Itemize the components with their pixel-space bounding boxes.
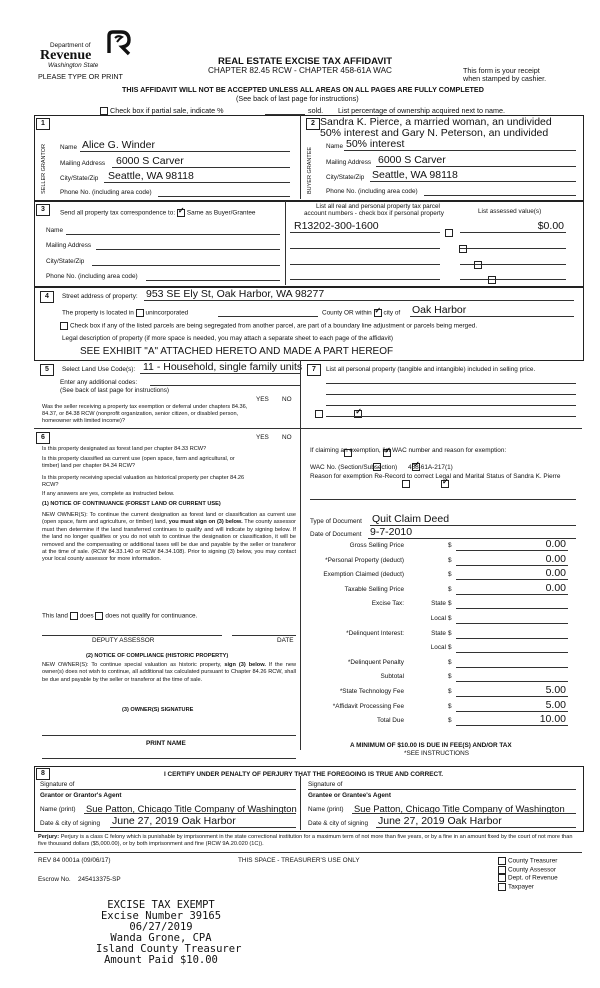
- dept-line1: Department of: [50, 42, 91, 49]
- sec3-phone-label: Phone No. (including area code): [46, 273, 138, 280]
- city-checkbox[interactable]: [374, 309, 382, 317]
- fee-row-jurisdiction: State: [431, 600, 446, 608]
- copy-checkbox[interactable]: [498, 866, 506, 874]
- escrow-label: Escrow No.: [38, 876, 71, 883]
- perjury-notice: Perjury: Perjury is a class C felony which is punishable by imprisonment in the state correctional institution for a maximum term of not more than five years, or by a fine in an amount fixed by the court of not more than five thousand dollars ($5,000.00), or by both imprisonment and fine (RCW 9A.20.020 (1C)).: [38, 834, 573, 847]
- fee-row-value[interactable]: 0.00: [545, 538, 566, 550]
- copy-checkbox[interactable]: [498, 874, 506, 882]
- stamp-line: EXCISE TAX EXEMPT: [107, 899, 215, 911]
- seller-city-label: City/State/Zip: [60, 175, 99, 182]
- fee-row-label: Taxable Selling Price: [344, 585, 404, 593]
- fee-row-jurisdiction: State: [431, 629, 446, 637]
- grantor-agent-label: Grantor or Grantor's Agent: [40, 792, 122, 799]
- copy-county-assessor: County Assessor: [498, 866, 556, 874]
- sec6-yes-header: YES: [256, 434, 269, 441]
- buyer-name-line2[interactable]: 50% interest and Gary N. Peterson, an undivided: [320, 127, 549, 139]
- assessed-header: List assessed value(s): [478, 208, 542, 215]
- additional-codes-label: Enter any additional codes:: [60, 379, 138, 386]
- grantee-agent-label: Grantee or Grantee's Agent: [308, 792, 391, 799]
- sec3-name-label: Name: [46, 227, 64, 234]
- unincorporated-checkbox[interactable]: [136, 309, 144, 317]
- section-7-number: 7: [307, 364, 321, 376]
- fee-row-label: *Delinquent Interest:: [346, 629, 404, 637]
- fee-row-dollar: $: [448, 629, 452, 637]
- fee-row-label: Gross Selling Price: [349, 542, 404, 549]
- section-1-number: 1: [36, 118, 50, 130]
- grantee-name-label: Name (print): [308, 806, 344, 813]
- street-label: Street address of property:: [62, 293, 138, 300]
- chapter-line: CHAPTER 82.45 RCW - CHAPTER 458-61A WAC: [208, 66, 392, 75]
- grantee-name[interactable]: Sue Patton, Chicago Title Company of Washington: [354, 803, 565, 814]
- exempt-stamp-text: [96, 899, 242, 966]
- buyer-name-line3[interactable]: 50% interest: [346, 138, 405, 150]
- buyer-side-label: BUYER GRANTEE: [307, 146, 313, 194]
- doc-type[interactable]: Quit Claim Deed: [372, 513, 450, 525]
- fee-row-value[interactable]: 5.00: [545, 684, 566, 696]
- buyer-name-line1[interactable]: Sandra K. Pierce, a married woman, an undivided: [320, 116, 552, 128]
- same-as-buyer-checkbox[interactable]: [177, 209, 185, 217]
- copy-dept-of-revenue: Dept. of Revenue: [498, 874, 558, 882]
- sec3-city-label: City/State/Zip: [46, 258, 85, 265]
- fee-row-dollar: $: [448, 717, 452, 725]
- seller-mailing-label: Mailing Address: [60, 160, 106, 167]
- fee-row-dollar: $: [448, 600, 452, 608]
- fee-row-dollar: $: [448, 658, 452, 666]
- grantee-date-city[interactable]: June 27, 2019 Oak Harbor: [378, 815, 502, 827]
- copy-taxpayer: Taxpayer: [498, 883, 534, 891]
- fee-row-dollar: $: [448, 644, 452, 652]
- sec5-question: Was the seller receiving a property tax exemption or deferral under chapters 84.36, 84.37, or 84.38 RCW (nonprofit organization, senior citizen, or disabled person, homeowner with limited income)?: [42, 404, 248, 424]
- buyer-city[interactable]: Seattle, WA 98118: [372, 169, 458, 181]
- stamp-line: Excise Number 39165: [100, 910, 222, 922]
- fee-row-label: Subtotal: [380, 673, 404, 681]
- seller-city[interactable]: Seattle, WA 98118: [108, 170, 194, 182]
- page-title: REAL ESTATE EXCISE TAX AFFIDAVIT: [218, 56, 393, 67]
- legal-description[interactable]: SEE EXHIBIT "A" ATTACHED HERETO AND MADE A PART HEREOF: [80, 346, 394, 357]
- deputy-date-label: DATE: [277, 637, 294, 644]
- fee-row-label: *Personal Property (deduct): [325, 556, 404, 564]
- list-pct: List percentage of ownership acquired next to name.: [338, 106, 506, 115]
- does-not-checkbox[interactable]: [95, 612, 103, 620]
- seller-mailing[interactable]: 6000 S Carver: [116, 155, 184, 167]
- dept-line2: Revenue: [40, 48, 92, 63]
- county-or-within: County OR within ✓ city of: [322, 309, 400, 317]
- fee-row-label: *Affidavit Processing Fee: [332, 702, 404, 710]
- owner-signature-label: (3) OWNER(S) SIGNATURE: [122, 707, 194, 713]
- personal-property-label: List all personal property (tangible and intangible) included in selling price.: [326, 366, 536, 373]
- does-checkbox[interactable]: [70, 612, 78, 620]
- sec3-mailing-label: Mailing Address: [46, 242, 92, 249]
- fee-row-jurisdiction: Local: [430, 644, 446, 652]
- partial-sale: Check box if partial sale, indicate %: [100, 106, 223, 115]
- fee-row-label: *State Technology Fee: [339, 688, 404, 695]
- minimum-due-note: A MINIMUM OF $10.00 IS DUE IN FEE(S) AND/OR TAX: [350, 742, 512, 749]
- sec6-question-2: Is this property classified as current use (open space, farm and agricultural, or timber) land per chapter 84.34 RCW?: [42, 456, 235, 469]
- sec5-yes-header: YES: [256, 396, 269, 403]
- land-use-label: Select Land Use Code(s):: [62, 366, 136, 373]
- section-8-number: 8: [36, 768, 50, 780]
- personal-property-checkbox-1[interactable]: [445, 229, 453, 237]
- this-land-line: This land does does not qualify for continuance.: [42, 612, 198, 620]
- segregated-text: Check box if any of the listed parcels are being segregated from another parcel, are part of a boundary line adjustment or parcels being merged.: [60, 322, 477, 330]
- fee-row-dollar: $: [448, 615, 452, 622]
- sec5-yes-checkbox[interactable]: [315, 410, 323, 418]
- print-name-label: PRINT NAME: [146, 740, 186, 747]
- personal-property-checkbox-2[interactable]: [459, 245, 467, 253]
- see-back: (See back of last page for instructions): [236, 94, 359, 103]
- stamp-line: Amount Paid $10.00: [104, 954, 218, 966]
- wac-number[interactable]: 458-61A-217(1): [408, 464, 453, 471]
- section-2-number: 2: [306, 118, 320, 130]
- notice2-text: NEW OWNER(S): To continue special valuation as historic property, sign (3) below. If the new owner(s) does not wish to continue, all additional tax calculated pursuant to Chapter 84.26 RCW, shall be due and payable by the seller or transferor at the time of sale.: [42, 662, 296, 683]
- stamp-line: 06/27/2019: [129, 921, 193, 933]
- fee-row-label: *Delinquent Penalty: [347, 658, 404, 666]
- deputy-assessor-label: DEPUTY ASSESSOR: [92, 637, 155, 644]
- stamp-line: Wanda Grone, CPA: [110, 932, 212, 944]
- partial-sale-checkbox[interactable]: [100, 107, 108, 115]
- fee-row-label: Excise Tax:: [371, 600, 404, 608]
- sec6-no-header: NO: [282, 434, 292, 441]
- sec5-see-back: (See back of last page for instructions): [60, 387, 170, 394]
- notice1-title: (1) NOTICE OF CONTINUANCE (FOREST LAND OR CURRENT USE): [42, 501, 221, 507]
- fee-row-value[interactable]: 0.00: [545, 581, 566, 594]
- fee-row-label: Total Due: [377, 717, 404, 725]
- buyer-name-label: Name: [326, 143, 344, 150]
- located-in: The property is located in unincorporated: [62, 309, 189, 317]
- doc-date-label: Date of Document: [310, 531, 362, 538]
- exemption-claiming-label: If claiming an exemption, list WAC number and reason for exemption:: [310, 447, 507, 454]
- parcel-header2: account numbers - check box if personal property: [304, 210, 444, 217]
- fee-row-value[interactable]: 10.00: [539, 713, 566, 726]
- wac-label: WAC No. (Section/Subsection): [310, 464, 398, 471]
- grantor-date-city[interactable]: June 27, 2019 Oak Harbor: [112, 815, 236, 827]
- seller-name-label: Name: [60, 144, 78, 151]
- grantee-date-label: Date & city of signing: [308, 820, 369, 827]
- fee-row-dollar: $: [448, 585, 452, 593]
- fee-row-dollar: $: [448, 542, 452, 549]
- escrow-number[interactable]: 245413375-SP: [78, 876, 121, 883]
- property-city[interactable]: Oak Harbor: [412, 304, 467, 316]
- grantor-date-label: Date & city of signing: [40, 820, 101, 827]
- fee-row-dollar: $: [448, 556, 452, 564]
- sec6-question-3: Is this property receiving special valuation as historical property per chapter 84.26 RCW?: [42, 475, 245, 488]
- see-instructions-note: *SEE INSTRUCTIONS: [404, 750, 469, 757]
- dor-logo-icon: [106, 30, 132, 56]
- type-or-print: PLEASE TYPE OR PRINT: [38, 72, 123, 81]
- notice1-text: NEW OWNER(S): To continue the current designation as forest land or classification as current use (open space, farm and agriculture, or timber) land, you must sign on (3) below. The county assessor must then determine if the land transferred continues to qualify and will indicate by signing below. If the land no longer qualifies or you do not wish to continue the designation or classification, it will be removed and the compensating or additional taxes will be due and payable by the seller or transferor at the time of sale. (RCW 84.33.140 or RCW 84.34.108). Prior to signing (3) below, you may contact your local county assessor for more information.: [42, 512, 297, 563]
- fee-row-jurisdiction: Local: [430, 615, 446, 622]
- receipt-line1: This form is your receipt: [463, 66, 540, 75]
- fee-row-dollar: $: [448, 571, 452, 579]
- section-5-number: 5: [40, 364, 54, 376]
- fee-row-value[interactable]: 5.00: [545, 698, 566, 711]
- certify-statement: I CERTIFY UNDER PENALTY OF PERJURY THAT THE FOREGOING IS TRUE AND CORRECT.: [164, 771, 444, 778]
- land-use-code[interactable]: 11 - Household, single family units: [143, 361, 303, 373]
- dept-line3: Washington State: [48, 62, 99, 69]
- legal-description-label: Legal description of property (if more space is needed, you may attach a separate sheet to each page of the affidavit): [62, 335, 393, 342]
- send-correspondence: Send all property tax correspondence to: ✓ Same as Buyer/Grantee: [60, 209, 255, 217]
- exemption-reason[interactable]: Reason for exemption Re-Record to correct Legal and Marital Status of Sandra K. Pierre: [310, 473, 561, 480]
- fee-row-dollar: $: [448, 702, 452, 710]
- parcel-header1: List all real and personal property tax parcel: [316, 203, 440, 210]
- seller-side-label: SELLER GRANTOR: [41, 143, 47, 194]
- rev-number: REV 84 0001a (09/06/17): [38, 857, 111, 864]
- fee-row-label: Exemption Claimed (deduct): [323, 571, 404, 579]
- notice2-title: (2) NOTICE OF COMPLIANCE (HISTORIC PROPERTY): [86, 653, 229, 659]
- grantor-name-label: Name (print): [40, 806, 76, 813]
- street-address[interactable]: 953 SE Ely St, Oak Harbor, WA 98277: [146, 288, 325, 300]
- fee-row-value[interactable]: 0.00: [545, 552, 566, 565]
- assessed-value[interactable]: $0.00: [537, 220, 564, 232]
- grantor-name[interactable]: Sue Patton, Chicago Title Company of Washington: [86, 803, 297, 814]
- seller-name[interactable]: Alice G. Winder: [82, 139, 155, 151]
- personal-property-checkbox-4[interactable]: [488, 276, 496, 284]
- copy-checkbox[interactable]: [498, 857, 506, 865]
- stamp-line: Island County Treasurer: [96, 943, 242, 955]
- doc-date[interactable]: 9-7-2010: [370, 526, 413, 538]
- copy-county-treasurer: County Treasurer: [498, 857, 557, 865]
- parcel-number[interactable]: R13202-300-1600: [294, 220, 379, 232]
- buyer-mailing-label: Mailing Address: [326, 159, 372, 166]
- personal-property-checkbox-3[interactable]: [474, 261, 482, 269]
- buyer-mailing[interactable]: 6000 S Carver: [378, 154, 446, 166]
- fee-row-dollar: $: [448, 673, 452, 681]
- sec5-no-header: NO: [282, 396, 292, 403]
- receipt-line2: when stamped by cashier.: [463, 74, 547, 83]
- copy-checkbox[interactable]: [498, 883, 506, 891]
- grantor-signature-label: Signature of: [40, 781, 75, 788]
- buyer-phone-label: Phone No. (including area code): [326, 188, 418, 195]
- fee-row-dollar: $: [448, 688, 452, 695]
- fee-row-value[interactable]: 0.00: [545, 567, 566, 580]
- section-6-number: 6: [36, 432, 50, 444]
- segregated-checkbox[interactable]: [60, 322, 68, 330]
- warning-line: THIS AFFIDAVIT WILL NOT BE ACCEPTED UNLESS ALL AREAS ON ALL PAGES ARE FULLY COMPLETED: [122, 85, 484, 94]
- buyer-city-label: City/State/Zip: [326, 174, 365, 181]
- seller-phone-label: Phone No. (including area code): [60, 189, 152, 196]
- section-3-number: 3: [36, 204, 50, 216]
- grantee-signature-label: Signature of: [308, 781, 343, 788]
- sec6-question-1: Is this property designated as forest land per chapter 84.33 RCW?: [42, 446, 207, 452]
- section-4-number: 4: [40, 291, 54, 303]
- doc-type-label: Type of Document: [310, 518, 362, 525]
- treasurer-use-only: THIS SPACE - TREASURER'S USE ONLY: [238, 857, 360, 864]
- sold-text: sold.: [308, 106, 324, 115]
- if-yes-text: If any answers are yes, complete as instructed below.: [42, 491, 175, 497]
